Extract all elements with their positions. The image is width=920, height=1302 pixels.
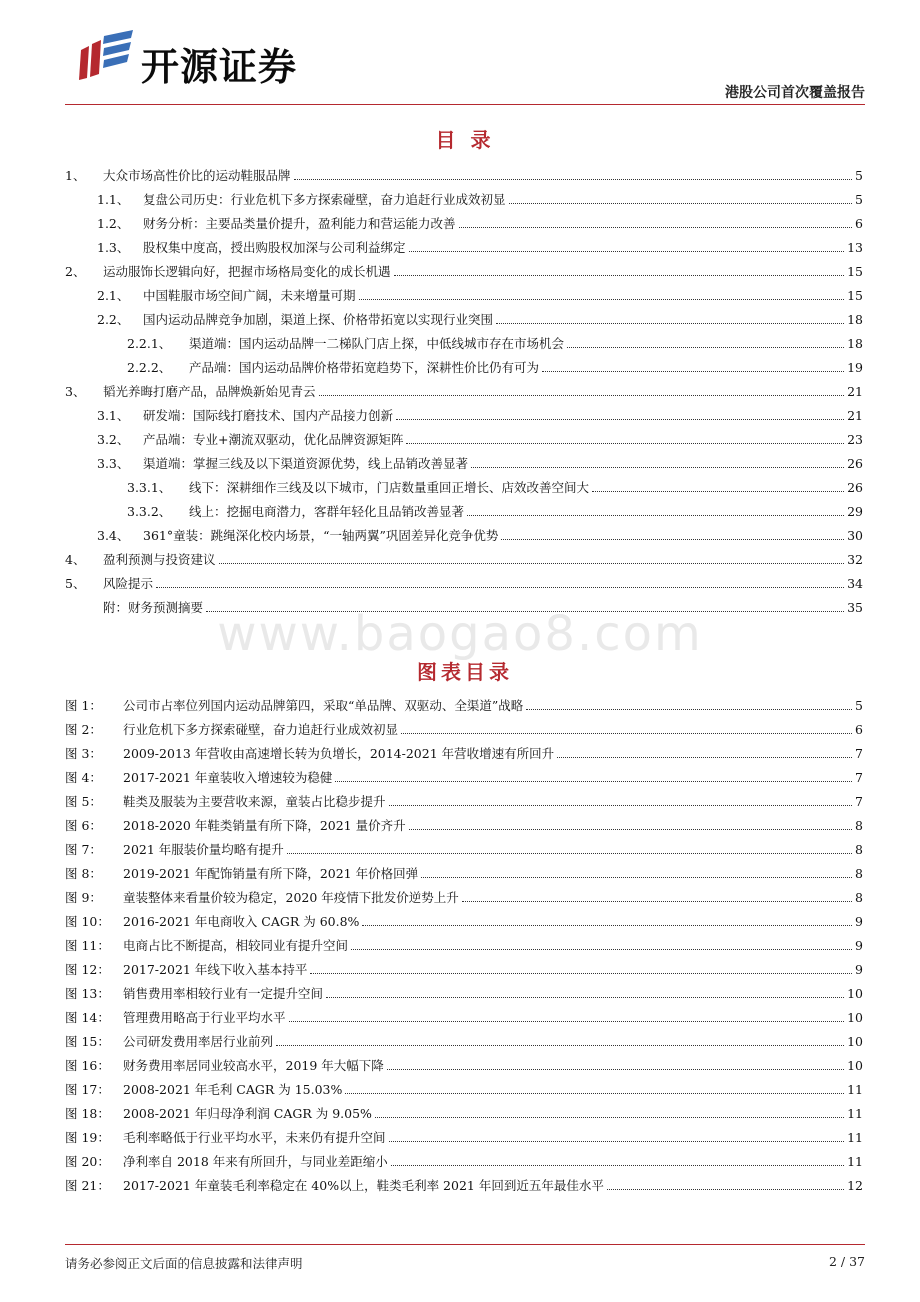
figure-entry[interactable]	[65, 714, 863, 738]
figure-entry-number: 图 4：	[65, 770, 102, 785]
page-header	[65, 22, 865, 102]
figure-entry-page: 8	[855, 866, 863, 881]
figure-entry-text: 2017-2021 年童装收入增速较为稳健	[123, 770, 333, 785]
figure-entry-number: 图 10：	[65, 914, 110, 929]
toc-entry-page: 15	[847, 288, 863, 303]
toc-entry-page: 15	[847, 264, 863, 279]
toc-entry-text: 股权集中度高，授出购股权加深与公司利益绑定	[143, 240, 406, 255]
toc-entry[interactable]	[65, 232, 863, 256]
toc-entry-number: 1.1、	[97, 192, 130, 207]
toc-entry-number: 1.3、	[97, 240, 130, 255]
toc-entry-page: 29	[847, 504, 863, 519]
toc-title: 目 录	[435, 128, 495, 152]
dot-leader	[389, 1141, 845, 1142]
figure-entry-text: 童装整体来看量价较为稳定，2020 年疫情下批发价逆势上升	[123, 890, 459, 905]
figure-entry-number: 图 3：	[65, 746, 102, 761]
toc-entry-number: 2、	[65, 264, 86, 279]
figure-entry-number: 图 17：	[65, 1082, 110, 1097]
toc-entry-number: 3、	[65, 384, 86, 399]
dot-leader	[319, 395, 845, 396]
dot-leader	[396, 419, 844, 420]
toc-entry-text: 复盘公司历史：行业危机下多方探索碰壁，奋力追赶行业成效初显	[143, 192, 506, 207]
toc-entry-text: 大众市场高性价比的运动鞋服品牌	[103, 168, 291, 183]
figure-entry-text: 2018-2020 年鞋类销量有所下降，2021 量价齐升	[123, 818, 406, 833]
toc-entry-text: 中国鞋服市场空间广阔，未来增量可期	[143, 288, 356, 303]
brand-logo-icon	[79, 30, 133, 82]
toc-entry-number: 2.2.1、	[127, 336, 172, 351]
dot-leader	[526, 709, 852, 710]
toc-entry-number: 1、	[65, 168, 86, 183]
figure-entry[interactable]	[65, 906, 863, 930]
toc-entry-number: 3.2、	[97, 432, 130, 447]
dot-leader	[409, 251, 845, 252]
figure-entry-text: 财务费用率居同业较高水平，2019 年大幅下降	[123, 1058, 384, 1073]
figure-entry-text: 电商占比不断提高，相较同业有提升空间	[123, 938, 349, 953]
figure-entry-page: 11	[847, 1106, 863, 1121]
dot-leader	[509, 203, 853, 204]
figure-entry-number: 图 1：	[65, 698, 102, 713]
dot-leader	[542, 371, 844, 372]
dot-leader	[351, 949, 852, 950]
figure-entry[interactable]	[65, 1098, 863, 1122]
toc-entry-page: 18	[847, 312, 863, 327]
toc-entry-page: 18	[847, 336, 863, 351]
figure-entry-page: 11	[847, 1130, 863, 1145]
dot-leader	[462, 901, 852, 902]
figure-entry-page: 9	[855, 914, 863, 929]
report-type: 港股公司首次覆盖报告	[725, 85, 865, 101]
figure-entry[interactable]	[65, 882, 863, 906]
toc-entry-text: 产品端：国内运动品牌价格带拓宽趋势下，深耕性价比仍有可为	[189, 360, 540, 375]
dot-leader	[394, 275, 845, 276]
figure-entry-number: 图 6：	[65, 818, 102, 833]
figure-entry-page: 8	[855, 842, 863, 857]
footer-divider	[65, 1244, 865, 1245]
dot-leader	[391, 1165, 844, 1166]
figure-entry-text: 鞋类及服装为主要营收来源，童装占比稳步提升	[123, 794, 386, 809]
dot-leader	[592, 491, 844, 492]
dot-leader	[389, 805, 853, 806]
figure-entry-text: 毛利率略低于行业平均水平，未来仍有提升空间	[123, 1130, 386, 1145]
toc-entry-number: 1.2、	[97, 216, 130, 231]
dot-leader	[375, 1117, 844, 1118]
figure-entry[interactable]	[65, 1050, 863, 1074]
dot-leader	[467, 515, 844, 516]
toc-entry[interactable]	[65, 256, 863, 280]
figure-entry[interactable]	[65, 1146, 863, 1170]
toc-entry-text: 线下：深耕细作三线及以下城市，门店数量重回正增长、店效改善空间大	[189, 480, 590, 495]
toc-list	[65, 160, 863, 616]
figure-entry-page: 11	[847, 1082, 863, 1097]
figure-entry[interactable]	[65, 762, 863, 786]
figure-entry[interactable]	[65, 1002, 863, 1026]
figure-list	[65, 690, 863, 1194]
toc-entry[interactable]	[65, 184, 863, 208]
dot-leader	[276, 1045, 844, 1046]
toc-entry-page: 6	[855, 216, 863, 231]
toc-entry[interactable]	[65, 496, 863, 520]
dot-leader	[496, 323, 844, 324]
toc-entry-text: 财务分析：主要品类量价提升，盈利能力和营运能力改善	[143, 216, 456, 231]
figure-entry-number: 图 15：	[65, 1034, 110, 1049]
figure-entry[interactable]	[65, 978, 863, 1002]
dot-leader	[421, 877, 852, 878]
figure-entry-text: 公司市占率位列国内运动品牌第四，采取“单品牌、双驱动、全渠道”战略	[123, 698, 524, 713]
figure-entry-text: 管理费用略高于行业平均水平	[123, 1010, 286, 1025]
figure-entry-text: 2019-2021 年配饰销量有所下降，2021 年价格回弹	[123, 866, 419, 881]
toc-entry-number: 3.1、	[97, 408, 130, 423]
toc-entry-page: 32	[847, 552, 863, 567]
toc-entry[interactable]	[65, 544, 863, 568]
figure-entry-number: 图 12：	[65, 962, 110, 977]
toc-entry[interactable]	[65, 472, 863, 496]
toc-entry[interactable]	[65, 400, 863, 424]
page-number: 2 / 37	[828, 1254, 865, 1269]
toc-entry-text: 研发端：国际线打磨技术、国内产品接力创新	[143, 408, 394, 423]
dot-leader	[471, 467, 844, 468]
toc-entry-page: 34	[847, 576, 863, 591]
toc-entry-text: 盈利预测与投资建议	[103, 552, 216, 567]
toc-entry-page: 5	[855, 192, 863, 207]
toc-entry-page: 21	[847, 384, 863, 399]
dot-leader	[362, 925, 852, 926]
figure-entry-page: 9	[855, 938, 863, 953]
figure-entry-text: 2008-2021 年毛利 CAGR 为 15.03%	[123, 1082, 343, 1097]
figure-entry-number: 图 20：	[65, 1154, 110, 1169]
figure-entry[interactable]	[65, 690, 863, 714]
dot-leader	[294, 179, 853, 180]
dot-leader	[557, 757, 852, 758]
figure-entry[interactable]	[65, 1074, 863, 1098]
dot-leader	[359, 299, 845, 300]
figure-entry[interactable]	[65, 1026, 863, 1050]
figure-entry-text: 2009-2013 年营收由高速增长转为负增长，2014-2021 年营收增速有所回升	[123, 746, 555, 761]
toc-entry-text: 附：财务预测摘要	[103, 600, 204, 615]
figure-entry-number: 图 13：	[65, 986, 110, 1001]
toc-entry[interactable]	[65, 448, 863, 472]
figure-entry-text: 2008-2021 年归母净利润 CAGR 为 9.05%	[123, 1106, 372, 1121]
figure-entry-page: 7	[855, 746, 863, 761]
toc-entry-text: 渠道端：掌握三线及以下渠道资源优势，线上品销改善显著	[143, 456, 469, 471]
toc-entry-page: 26	[847, 456, 863, 471]
toc-entry-page: 19	[847, 360, 863, 375]
dot-leader	[219, 563, 845, 564]
dot-leader	[607, 1189, 844, 1190]
dot-leader	[310, 973, 852, 974]
figure-entry-text: 公司研发费用率居行业前列	[123, 1034, 274, 1049]
dot-leader	[289, 1021, 845, 1022]
toc-entry[interactable]	[65, 376, 863, 400]
header-divider	[65, 104, 865, 105]
toc-entry-text: 线上：挖掘电商潜力，客群年轻化且品销改善显著	[189, 504, 465, 519]
figure-entry-number: 图 7：	[65, 842, 102, 857]
dot-leader	[409, 829, 852, 830]
toc-entry-text: 风险提示	[103, 576, 154, 591]
footer-disclaimer: 请务必参阅正文后面的信息披露和法律声明	[65, 1256, 303, 1271]
figure-entry[interactable]	[65, 858, 863, 882]
toc-entry-text: 渠道端：国内运动品牌一二梯队门店上探，中低线城市存在市场机会	[189, 336, 565, 351]
figure-entry-text: 净利率自 2018 年来有所回升，与同业差距缩小	[123, 1154, 388, 1169]
figure-entry-number: 图 11：	[65, 938, 110, 953]
figure-entry-page: 9	[855, 962, 863, 977]
toc-entry[interactable]	[65, 160, 863, 184]
toc-entry[interactable]	[65, 280, 863, 304]
figure-entry[interactable]	[65, 738, 863, 762]
toc-entry-number: 3.3.1、	[127, 480, 172, 495]
toc-entry-text: 国内运动品牌竞争加剧，渠道上探、价格带拓宽以实现行业突围	[143, 312, 494, 327]
toc-entry-page: 30	[847, 528, 863, 543]
figure-entry[interactable]	[65, 834, 863, 858]
toc-entry[interactable]	[65, 304, 863, 328]
toc-entry-number: 2.1、	[97, 288, 130, 303]
figure-entry-text: 2017-2021 年童装毛利率稳定在 40%以上，鞋类毛利率 2021 年回到近五年最佳水平	[123, 1178, 604, 1193]
dot-leader	[326, 997, 844, 998]
figure-entry-text: 销售费用率相较行业有一定提升空间	[123, 986, 324, 1001]
toc-entry-number: 5、	[65, 576, 86, 591]
figure-entry-page: 7	[855, 770, 863, 785]
dot-leader	[345, 1093, 844, 1094]
toc-entry-text: 361°童装：跳绳深化校内场景，“一轴两翼”巩固差异化竞争优势	[143, 528, 499, 543]
brand-name: 开源证券	[141, 45, 298, 89]
figure-entry-page: 10	[847, 1010, 863, 1025]
dot-leader	[406, 443, 844, 444]
figure-entry-page: 10	[847, 1034, 863, 1049]
toc-entry[interactable]	[65, 328, 863, 352]
figure-entry-number: 图 14：	[65, 1010, 110, 1025]
figure-entry[interactable]	[65, 810, 863, 834]
toc-entry-page: 21	[847, 408, 863, 423]
figure-entry-text: 行业危机下多方探索碰壁，奋力追赶行业成效初显	[123, 722, 399, 737]
dot-leader	[501, 539, 844, 540]
toc-entry-number: 3.4、	[97, 528, 130, 543]
figure-entry-text: 2017-2021 年线下收入基本持平	[123, 962, 308, 977]
figure-entry[interactable]	[65, 1170, 863, 1194]
figure-entry-number: 图 21：	[65, 1178, 110, 1193]
figure-entry-number: 图 9：	[65, 890, 102, 905]
figure-entry-page: 6	[855, 722, 863, 737]
figure-entry-page: 11	[847, 1154, 863, 1169]
toc-entry-text: 运动服饰长逻辑向好，把握市场格局变化的成长机遇	[103, 264, 391, 279]
toc-entry-number: 3.3.2、	[127, 504, 172, 519]
figure-entry[interactable]	[65, 1122, 863, 1146]
watermark: www.baogao8.com	[217, 606, 703, 662]
dot-leader	[287, 853, 852, 854]
figure-entry-page: 8	[855, 890, 863, 905]
dot-leader	[401, 733, 852, 734]
figure-entry-number: 图 18：	[65, 1106, 110, 1121]
figure-entry-number: 图 8：	[65, 866, 102, 881]
figure-entry[interactable]	[65, 786, 863, 810]
dot-leader	[387, 1069, 844, 1070]
figure-entry-text: 2016-2021 年电商收入 CAGR 为 60.8%	[123, 914, 360, 929]
figure-entry-number: 图 16：	[65, 1058, 110, 1073]
figure-entry-page: 5	[855, 698, 863, 713]
dot-leader	[567, 347, 844, 348]
toc-entry-text: 产品端：专业+潮流双驱动，优化品牌资源矩阵	[143, 432, 404, 447]
toc-entry-number: 2.2、	[97, 312, 130, 327]
toc-entry[interactable]	[65, 208, 863, 232]
toc-entry-page: 5	[855, 168, 863, 183]
toc-entry-page: 13	[847, 240, 863, 255]
toc-entry-page: 23	[847, 432, 863, 447]
toc-entry[interactable]	[65, 352, 863, 376]
figure-entry-page: 10	[847, 986, 863, 1001]
figure-entry-page: 7	[855, 794, 863, 809]
figure-entry-number: 图 5：	[65, 794, 102, 809]
toc-entry-page: 26	[847, 480, 863, 495]
figure-entry-page: 12	[847, 1178, 863, 1193]
toc-entry-number: 2.2.2、	[127, 360, 172, 375]
toc-entry-number: 3.3、	[97, 456, 130, 471]
toc-entry-page: 35	[847, 600, 863, 615]
dot-leader	[459, 227, 853, 228]
figure-entry-number: 图 19：	[65, 1130, 110, 1145]
figure-entry-page: 8	[855, 818, 863, 833]
toc-entry[interactable]	[65, 424, 863, 448]
figure-entry[interactable]	[65, 954, 863, 978]
figure-entry-text: 2021 年服装价量均略有提升	[123, 842, 284, 857]
toc-entry[interactable]	[65, 520, 863, 544]
figure-entry-page: 10	[847, 1058, 863, 1073]
figure-list-title: 图表目录	[417, 660, 513, 684]
toc-entry-text: 韬光养晦打磨产品，品牌焕新始见青云	[103, 384, 316, 399]
dot-leader	[156, 587, 844, 588]
dot-leader	[335, 781, 852, 782]
figure-entry-number: 图 2：	[65, 722, 102, 737]
toc-entry-number: 4、	[65, 552, 86, 567]
figure-entry[interactable]	[65, 930, 863, 954]
toc-entry[interactable]	[65, 568, 863, 592]
